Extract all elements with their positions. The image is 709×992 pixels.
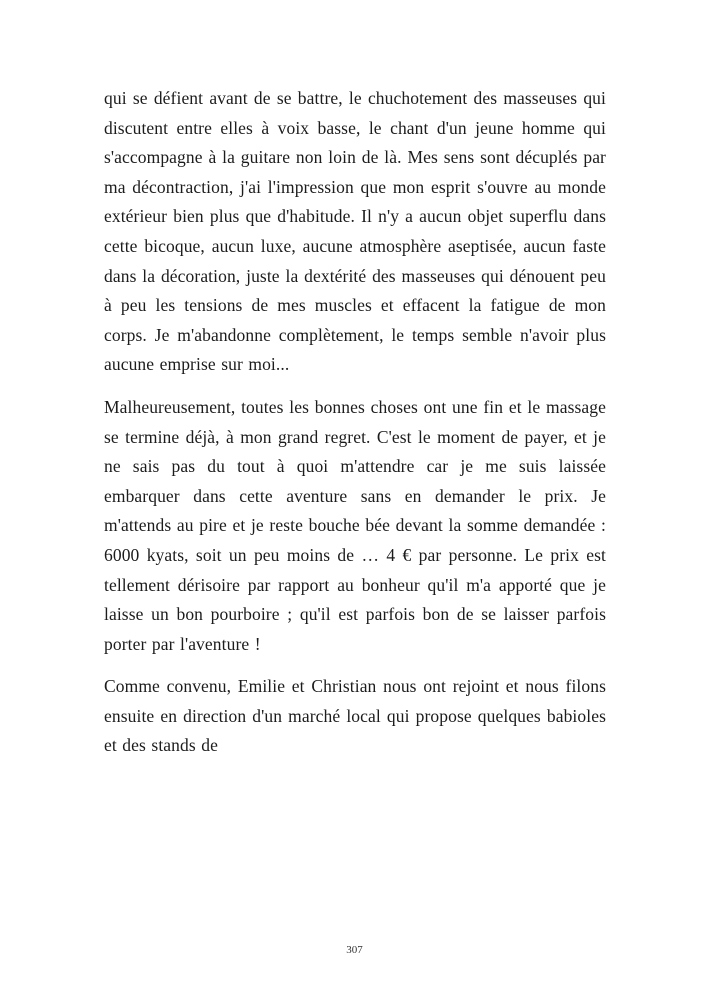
paragraph-3: Comme convenu, Emilie et Christian nous ont rejoint et nous filons ensuite en direction d'un marché local qui propose quelques babioles et des stands de: [104, 676, 606, 756]
paragraph-1: qui se défient avant de se battre, le chuchotement des masseuses qui discutent entre elles à voix basse, le chant d'un jeune homme qui s'accompagne à la guitare non loin de là. Mes sens sont décuplés par ma décontraction, j'ai l'impression que mon esprit s'ouvre au monde extérieur bien plus que d'habitude. Il n'y a aucun objet superflu dans cette bicoque, aucun luxe, aucune atmosphère aseptisée, aucun faste dans la décoration, juste la dextérité des masseuses qui dénouent peu à peu les tensions de mes muscles et effacent la fatigue de mon corps. Je m'abandonne complètement, le temps semble n'avoir plus aucune emprise sur moi...: [104, 88, 606, 375]
page-number: 307: [346, 944, 363, 956]
page-text-block: [104, 84, 606, 774]
paragraph-2: Malheureusement, toutes les bonnes choses ont une fin et le massage se termine déjà, à mon grand regret. C'est le moment de payer, et je ne sais pas du tout à quoi m'attendre car je me suis laissée embarquer dans cette aventure sans en demander le prix. Je m'attends au pire et je reste bouche bée devant la somme demandée : 6000 kyats, soit un peu moins de … 4 € par personne. Le prix est tellement dérisoire par rapport au bonheur qu'il m'a apporté que je laisse un bon pourboire ; qu'il est parfois bon de se laisser parfois porter par l'aventure !: [104, 396, 606, 654]
